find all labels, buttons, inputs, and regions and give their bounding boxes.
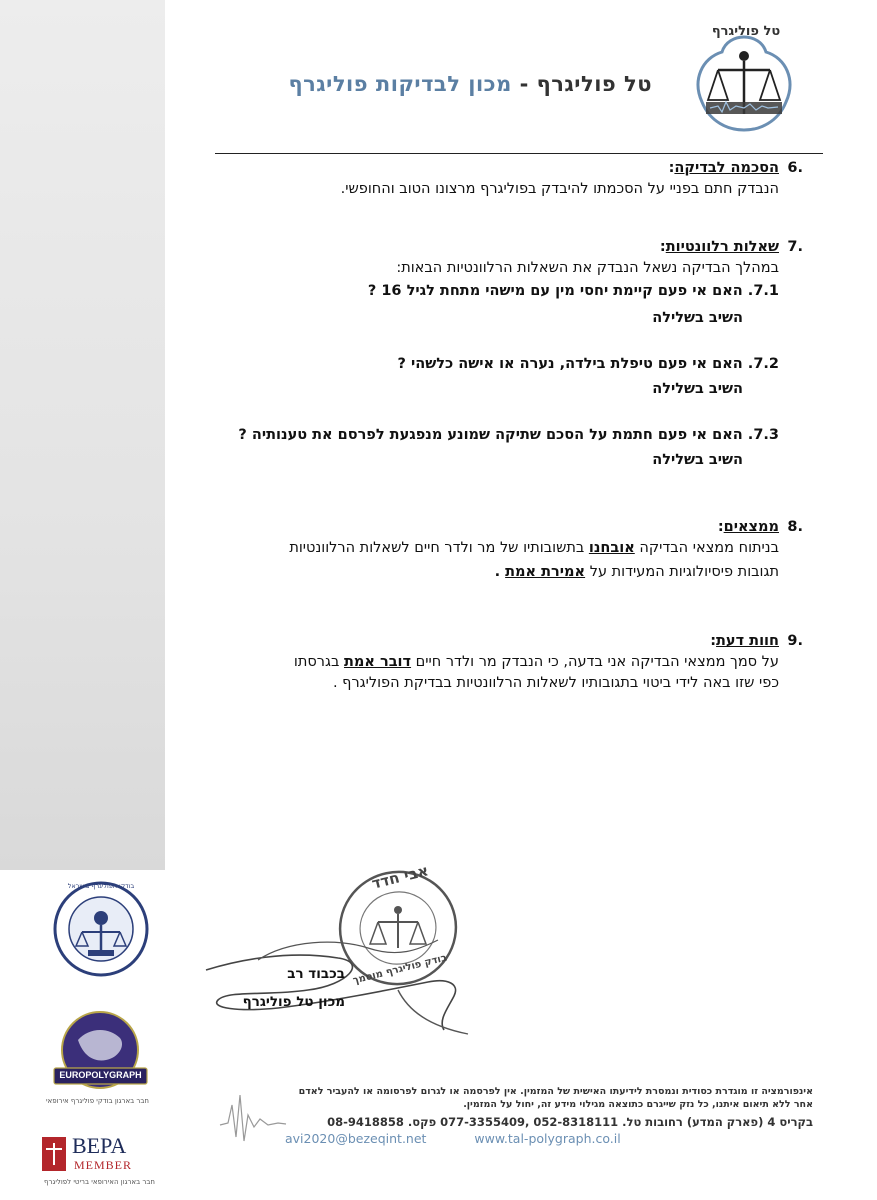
report-content xyxy=(220,158,803,694)
footer-wave-decoration xyxy=(218,1075,288,1155)
findings-emphasis: אמירת אמת xyxy=(505,564,586,580)
section-title: שאלות רלוונטיות xyxy=(665,239,779,255)
closing-text: בכבוד רב xyxy=(287,966,345,982)
section-consent xyxy=(220,158,803,200)
logo-text: טל פוליגרף xyxy=(711,24,781,39)
heading-colon: : xyxy=(659,239,666,255)
findings-text: תגובות פיסיולוגיות המעידות על xyxy=(585,564,779,580)
section-title: ממצאים xyxy=(723,519,779,535)
opinion-text: בגרסתו xyxy=(293,654,344,670)
section-relevant-questions xyxy=(220,237,803,471)
question-title: 7.3. האם אי פעם חתמת על הסכם שתיקה שמונע מנפגעת לפרסם את טענותיה ? xyxy=(238,427,779,443)
opinion-line-1 xyxy=(220,652,803,673)
footer-email[interactable]: avi2020@bezeqint.net xyxy=(285,1131,427,1146)
signature-block xyxy=(235,960,345,1016)
findings-line-1 xyxy=(220,538,803,559)
bepa-badge xyxy=(40,1135,160,1175)
section-number: .6 xyxy=(787,160,803,176)
euro-note: חבר בארגון בודקי פוליגרף אירופאי xyxy=(45,1097,149,1105)
polygraph-wave-icon xyxy=(218,1075,288,1155)
europolygraph-badge xyxy=(48,1010,153,1092)
section-heading xyxy=(220,237,803,258)
question-item xyxy=(220,425,803,471)
brand-title xyxy=(232,72,652,96)
association-seal-icon xyxy=(52,880,150,978)
euro-label: EUROPOLYGRAPH xyxy=(59,1070,142,1080)
findings-text: בתשובותיו של מר ולדר חיים לשאלות הרלוונטיות xyxy=(289,540,589,556)
page-footer xyxy=(285,1085,813,1146)
findings-emphasis: אובחנו xyxy=(588,540,635,556)
heading-colon: : xyxy=(668,160,675,176)
bepa-sub: MEMBER xyxy=(74,1158,133,1172)
seal-text: בודקי הפוליגרף בישראל xyxy=(67,882,135,890)
findings-text: בניתוח ממצאי הבדיקה xyxy=(634,540,779,556)
question-title: 7.2. האם אי פעם טיפלת בילדה, נערה או אישה כלשהי ? xyxy=(397,356,779,372)
section-title: חוות דעת xyxy=(716,633,779,649)
heading-colon: : xyxy=(710,633,717,649)
section-number: .9 xyxy=(787,633,803,649)
brand-tagline: מכון לבדיקות פוליגרף xyxy=(288,72,512,96)
findings-line-2 xyxy=(220,562,803,583)
question-answer: השיב בשלילה xyxy=(652,452,743,468)
stamp-ring-text: בודק פוליגרף מוסמך xyxy=(351,952,449,987)
section-intro: במהלך הבדיקה נשאל הנבדק את השאלות הרלוונטיות הבאות: xyxy=(396,260,779,276)
brand-name: טל פוליגרף xyxy=(536,72,652,96)
section-opinion xyxy=(220,631,803,694)
footer-address: בקריס 4 (פארק המדע) רחובות טל. 052-8318111 ,077-3355409 פקס. 08-9418858 xyxy=(327,1115,813,1129)
brand-separator: - xyxy=(511,72,537,96)
question-item xyxy=(220,281,803,329)
opinion-line-2: כפי שזו באה לידי ביטוי בתגובותיו לשאלות הרלוונטיות בבדיקת הפוליגרף . xyxy=(332,675,779,691)
footer-disclaimer-1: אינפורמציה זו מוגדרת כסודית ונמסרת לידיעתו האישית של המזמין. אין לפרסמה או לגרום לפרסומה או להעביר לאדם xyxy=(298,1086,813,1097)
question-item xyxy=(220,354,803,400)
footer-disclaimer-2: אחר ללא תיאום איתנו, כל נזק שייגרם כתוצאה מגילוי מידע זה, יחול על המזמין. xyxy=(463,1099,813,1110)
header-divider xyxy=(215,153,823,154)
section-number: .8 xyxy=(787,519,803,535)
opinion-emphasis: דובר אמת xyxy=(343,654,412,670)
company-logo xyxy=(688,22,800,134)
question-title: 7.1. האם אי פעם קיימת יחסי מין עם מישהי מתחת לגיל 16 ? xyxy=(367,283,779,299)
question-answer: השיב בשלילה xyxy=(652,310,743,326)
footer-contact xyxy=(285,1131,813,1146)
section-heading xyxy=(220,631,803,652)
bepa-title: BEPA xyxy=(72,1133,127,1158)
israel-polygraph-seal xyxy=(52,880,150,978)
opinion-text: על סמך ממצאי הבדיקה אני בדעה, כי הנבדק מר ולדר חיים xyxy=(411,654,779,670)
bepa-logo-icon xyxy=(40,1135,68,1173)
section-heading xyxy=(220,517,803,538)
footer-website[interactable]: www.tal-polygraph.co.il xyxy=(474,1131,621,1146)
section-number: .7 xyxy=(787,239,803,255)
section-body: הנבדק חתם בפניי על הסכמתו להיבדק בפוליגרף מרצונו הטוב והחופשי. xyxy=(340,181,779,197)
question-answer: השיב בשלילה xyxy=(652,381,743,397)
findings-text: . xyxy=(494,564,506,580)
stamp-name: אבי חדד xyxy=(369,861,431,893)
bepa-note: חבר בארגון האירופאי בריטי לפוליגרף xyxy=(44,1178,155,1186)
section-title: הסכמה לבדיקה xyxy=(674,160,779,176)
organization-name: מכון טל פוליגרף xyxy=(242,994,345,1010)
section-heading xyxy=(220,158,803,179)
section-findings xyxy=(220,517,803,583)
heading-colon: : xyxy=(717,519,724,535)
